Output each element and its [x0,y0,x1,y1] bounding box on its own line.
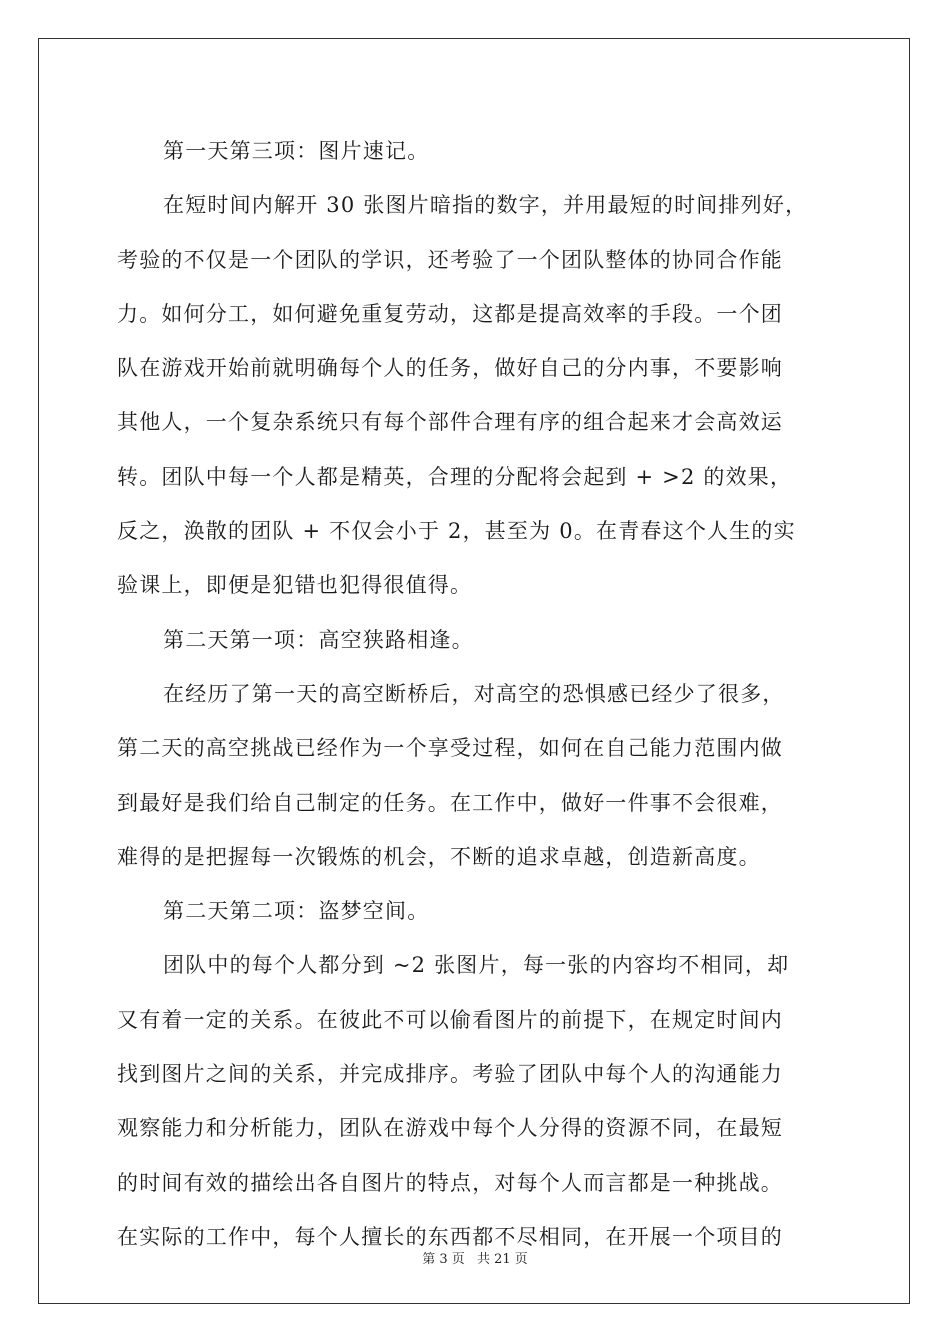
text-line: 力。如何分工，如何避免重复劳动，这都是提高效率的手段。一个团 [117,301,783,326]
text-line: 的时间有效的描绘出各自图片的特点，对每个人而言都是一种挑战。 [117,1170,783,1195]
page-total: 共 21 页 [476,1252,528,1267]
text-line: 在实际的工作中，每个人擅长的东西都不尽相同，在开展一个项目的 [117,1224,783,1249]
text-line: 第二天的高空挑战已经作为一个享受过程，如何在自己能力范围内做 [117,736,783,761]
page-number: 第 3 页 [422,1252,465,1267]
text-line: 到最好是我们给自己制定的任务。在工作中，做好一件事不会很难， [117,790,783,815]
text-line: 其他人，一个复杂系统只有每个部件合理有序的组合起来才会高效运 [117,410,783,435]
document-body [117,124,837,1264]
page-footer [0,1248,950,1267]
text-line: 第二天第一项：高空狭路相逢。 [163,627,474,652]
text-line: 第二天第二项：盗梦空间。 [163,899,430,924]
text-line: 在经历了第一天的高空断桥后，对高空的恐惧感已经少了很多， [163,681,785,706]
text-line: 转。团队中每一个人都是精英，合理的分配将会起到 + >2 的效果， [117,464,793,489]
text-line: 找到图片之间的关系，并完成排序。考验了团队中每个人的沟通能力 [117,1062,783,1087]
text-line: 反之，涣散的团队 + 不仅会小于 2，甚至为 0。在青春这个人生的实 [117,519,796,544]
text-line: 团队中的每个人都分到 ~2 张图片，每一张的内容均不相同，却 [163,953,790,978]
text-line: 第一天第三项：图片速记。 [163,139,430,163]
text-line: 难得的是把握每一次锻炼的机会，不断的追求卓越，创造新高度。 [117,844,761,869]
text-line: 验课上，即便是犯错也犯得很值得。 [117,573,473,598]
text-line: 观察能力和分析能力，团队在游戏中每个人分得的资源不同，在最短 [117,1116,783,1141]
text-line: 又有着一定的关系。在彼此不可以偷看图片的前提下，在规定时间内 [117,1007,783,1032]
text-line: 在短时间内解开 30 张图片暗指的数字，并用最短的时间排列好， [163,193,808,218]
text-line: 考验的不仅是一个团队的学识，还考验了一个团队整体的协同合作能 [117,247,783,272]
text-line: 队在游戏开始前就明确每个人的任务，做好自己的分内事，不要影响 [117,356,783,381]
